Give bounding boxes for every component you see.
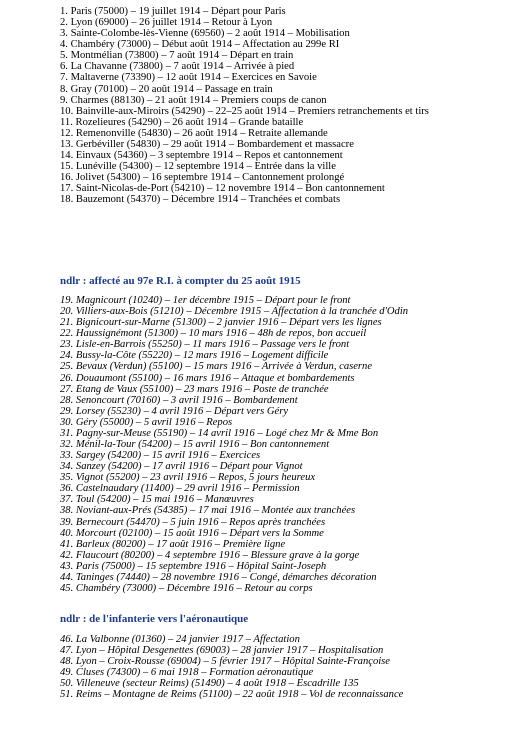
- list-item: 17. Saint-Nicolas-de-Port (54210) – 12 novembre 1914 – Bon cantonnement: [60, 183, 385, 195]
- list-item: 51. Reims – Montagne de Reims (51100) – 22 août 1918 – Vol de reconnaissance: [60, 689, 404, 701]
- list-item: 3. Sainte-Colombe-lès-Vienne (69560) – 2 août 1914 – Mobilisation: [60, 28, 350, 40]
- list-item: 50. Villeneuve (secteur Reims) (51490) – 4 août 1918 – Escadrille 135: [60, 678, 359, 690]
- list-item: 2. Lyon (69000) – 26 juillet 1914 – Retour à Lyon: [60, 17, 273, 29]
- list-item: 44. Taninges (74440) – 28 novembre 1916 – Congé, démarches décoration: [60, 571, 377, 583]
- itinerary-list-1917-1918: [60, 634, 500, 700]
- section-heading-aeronautique: ndlr : de l'infanterie vers l'aéronautique: [60, 613, 249, 625]
- list-item: 42. Flaucourt (80200) – 4 septembre 1916 – Blessure grave à la gorge: [60, 549, 360, 561]
- list-item: 30. Géry (55000) – 5 avril 1916 – Repos: [60, 416, 233, 428]
- list-item: 12. Remenonville (54830) – 26 août 1914 – Retraite allemande: [60, 127, 328, 139]
- list-item: 43. Paris (75000) – 15 septembre 1916 – Hôpital Saint-Joseph: [60, 560, 327, 572]
- list-item: 36. Castelnaudary (11400) – 29 avril 1916 – Permission: [60, 483, 300, 495]
- list-item: 18. Bauzemont (54370) – Décembre 1914 – Tranchées et combats: [60, 194, 341, 206]
- list-item: 49. Cluses (74300) – 6 mai 1918 – Formation aéronautique: [60, 667, 314, 679]
- list-item: 29. Lorsey (55230) – 4 avril 1916 – Départ vers Géry: [60, 405, 289, 417]
- list-item: 41. Barleux (80200) – 17 août 1916 – Première ligne: [60, 538, 286, 550]
- list-item: 6. La Chavanne (73800) – 7 août 1914 – Arrivée à pied: [60, 61, 295, 73]
- list-item: 20. Villiers-aux-Bois (51210) – Décembre 1915 – Affectation à la tranchée d'Odin: [60, 306, 409, 318]
- list-item: 46. La Valbonne (01360) – 24 janvier 1917 – Affectation: [60, 634, 300, 645]
- list-item: 26. Douaumont (55100) – 16 mars 1916 – Attaque et bombardements: [60, 372, 355, 384]
- list-item: 24. Bussy-la-Côte (55220) – 12 mars 1916 – Logement difficile: [60, 350, 329, 362]
- list-item: 48. Lyon – Croix-Rousse (69004) – 5 février 1917 – Hôpital Sainte-Françoise: [60, 656, 391, 668]
- list-item: 27. Étang de Vaux (55100) – 23 mars 1916 – Poste de tranchée: [60, 383, 329, 395]
- list-item: 45. Chambéry (73000) – Décembre 1916 – Retour au corps: [60, 583, 313, 595]
- list-item: 31. Pagny-sur-Meuse (55190) – 14 avril 1916 – Logé chez Mr & Mme Bon: [60, 427, 379, 439]
- section-heading-97e-ri: ndlr : affecté au 97e R.I. à compter du 25 août 1915: [60, 275, 301, 287]
- list-item: 9. Charmes (88130) – 21 août 1914 – Premiers coups de canon: [60, 94, 327, 106]
- list-item: 1. Paris (75000) – 19 juillet 1914 – Départ pour Paris: [60, 6, 286, 17]
- list-item: 37. Toul (54200) – 15 mai 1916 – Manœuvres: [60, 494, 254, 506]
- list-item: 13. Gerbéviller (54830) – 29 août 1914 – Bombardement et massacre: [60, 138, 354, 150]
- list-item: 40. Morcourt (02100) – 15 août 1916 – Départ vers la Somme: [60, 527, 324, 539]
- list-item: 22. Haussignémont (51300) – 10 mars 1916 – 48h de repos, bon accueil: [60, 328, 367, 340]
- itinerary-list-1914: [60, 6, 500, 205]
- list-item: 32. Ménil-la-Tour (54200) – 15 avril 1916 – Bon cantonnement: [60, 439, 330, 451]
- list-item: 4. Chambéry (73000) – Début août 1914 – Affectation au 299e RI: [60, 39, 340, 51]
- list-item: 38. Noviant-aux-Prés (54385) – 17 mai 1916 – Montée aux tranchées: [60, 505, 356, 517]
- list-item: 23. Lisle-en-Barrois (55250) – 11 mars 1916 – Passage vers le front: [60, 339, 350, 351]
- list-item: 10. Bainville-aux-Miroirs (54290) – 22–25 août 1914 – Premiers retranchements et tirs: [60, 105, 429, 117]
- list-item: 33. Sargey (54200) – 15 avril 1916 – Exercices: [60, 450, 261, 462]
- list-item: 47. Lyon – Hôpital Desgenettes (69003) – 28 janvier 1917 – Hospitalisation: [60, 645, 384, 657]
- list-item: 28. Senoncourt (70160) – 3 avril 1916 – Bombardement: [60, 394, 298, 406]
- list-item: 16. Jolivet (54300) – 16 septembre 1914 – Cantonnement prolongé: [60, 172, 345, 184]
- list-item: 14. Einvaux (54360) – 3 septembre 1914 – Repos et cantonnement: [60, 150, 343, 162]
- itinerary-list-1915-1916: [60, 295, 500, 594]
- list-item: 19. Magnicourt (10240) – 1er décembre 1915 – Départ pour le front: [60, 295, 351, 306]
- list-item: 34. Sanzey (54200) – 17 avril 1916 – Départ pour Vignot: [60, 461, 303, 473]
- list-item: 5. Montmélian (73800) – 7 août 1914 – Départ en train: [60, 50, 294, 62]
- list-item: 25. Bevaux (Verdun) (55100) – 15 mars 1916 – Arrivée à Verdun, caserne: [60, 361, 373, 373]
- list-item: 15. Lunéville (54300) – 12 septembre 1914 – Entrée dans la ville: [60, 161, 336, 173]
- list-item: 35. Vignot (55200) – 23 avril 1916 – Repos, 5 jours heureux: [60, 472, 316, 484]
- list-item: 39. Bernecourt (54470) – 5 juin 1916 – Repos après tranchées: [60, 516, 326, 528]
- list-item: 21. Bignicourt-sur-Marne (51300) – 2 janvier 1916 – Départ vers les lignes: [60, 317, 382, 329]
- list-item: 11. Rozelieures (54290) – 26 août 1914 – Grande bataille: [60, 116, 304, 128]
- list-item: 7. Maltaverne (73390) – 12 août 1914 – Exercices en Savoie: [60, 72, 317, 84]
- list-item: 8. Gray (70100) – 20 août 1914 – Passage en train: [60, 83, 273, 95]
